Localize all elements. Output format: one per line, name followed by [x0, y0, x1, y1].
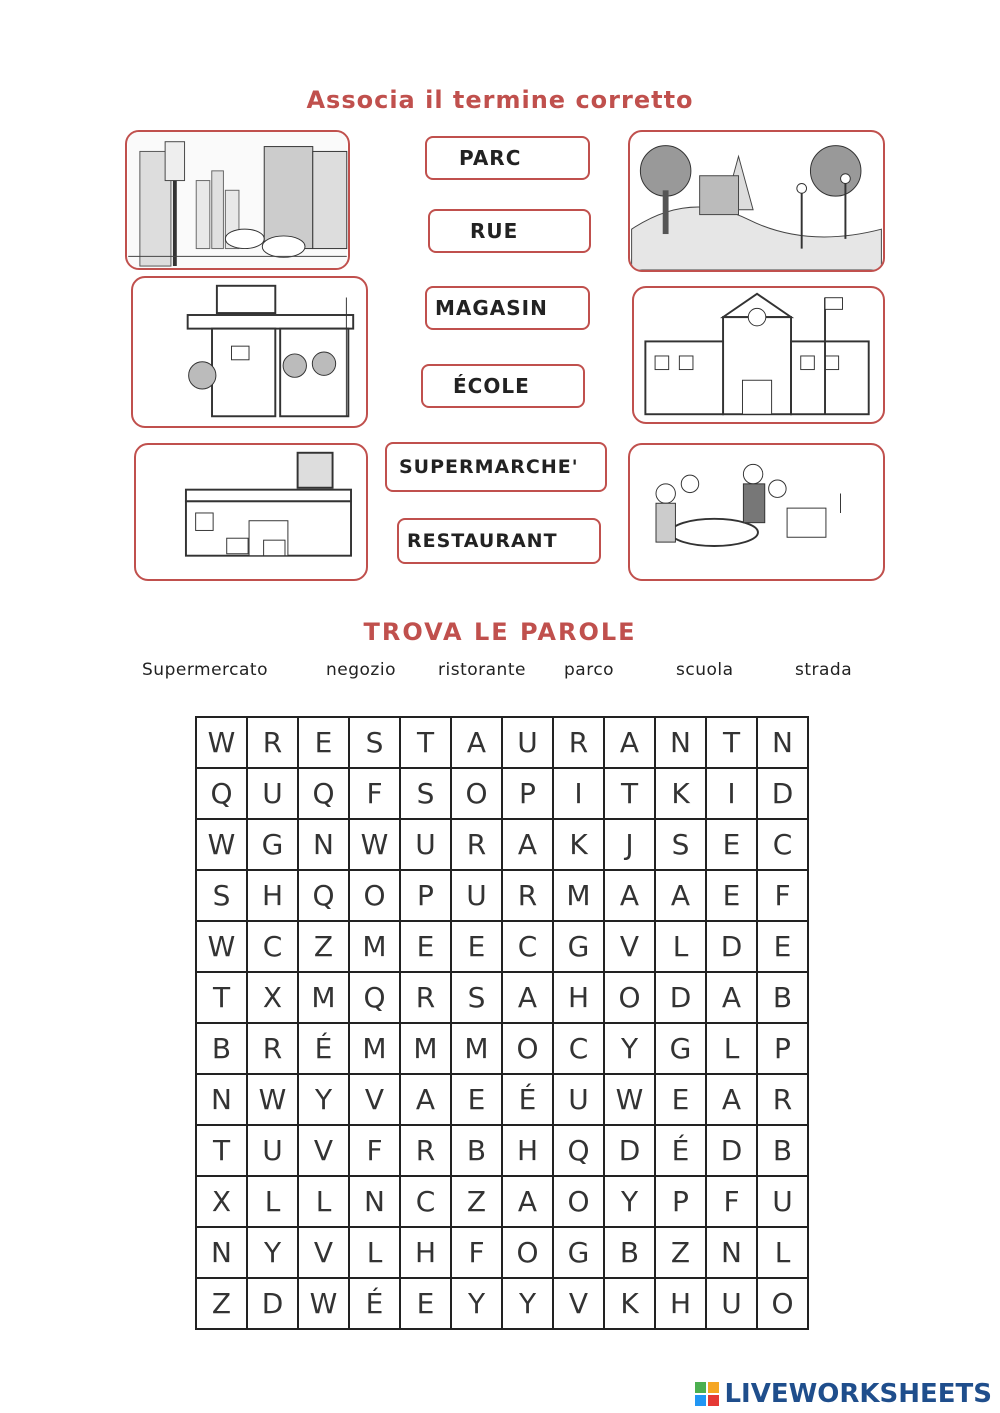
- grid-cell[interactable]: L: [247, 1176, 298, 1227]
- grid-cell[interactable]: Y: [604, 1023, 655, 1074]
- word-list: [0, 660, 1000, 686]
- grid-cell[interactable]: R: [400, 972, 451, 1023]
- grid-row: [196, 921, 808, 972]
- grid-cell[interactable]: L: [655, 921, 706, 972]
- grid-cell[interactable]: V: [553, 1278, 604, 1329]
- grid-cell[interactable]: L: [298, 1176, 349, 1227]
- grid-row: [196, 1023, 808, 1074]
- grid-row: [196, 819, 808, 870]
- grid-cell[interactable]: Y: [247, 1227, 298, 1278]
- grid-cell[interactable]: S: [451, 972, 502, 1023]
- grid-cell[interactable]: L: [757, 1227, 808, 1278]
- grid-cell[interactable]: W: [196, 921, 247, 972]
- grid-cell[interactable]: R: [247, 1023, 298, 1074]
- grid-cell[interactable]: G: [553, 1227, 604, 1278]
- grid-cell[interactable]: A: [706, 1074, 757, 1125]
- grid-cell[interactable]: Y: [451, 1278, 502, 1329]
- school-illustration: [634, 288, 883, 422]
- grid-cell[interactable]: M: [553, 870, 604, 921]
- grid-cell[interactable]: R: [451, 819, 502, 870]
- grid-cell[interactable]: Z: [298, 921, 349, 972]
- grid-cell[interactable]: D: [706, 1125, 757, 1176]
- grid-cell[interactable]: N: [298, 819, 349, 870]
- grid-cell[interactable]: B: [757, 1125, 808, 1176]
- grid-cell[interactable]: K: [655, 768, 706, 819]
- grid-cell[interactable]: T: [196, 972, 247, 1023]
- grid-cell[interactable]: X: [196, 1176, 247, 1227]
- grid-cell[interactable]: T: [604, 768, 655, 819]
- grid-cell[interactable]: Z: [451, 1176, 502, 1227]
- grid-cell[interactable]: T: [400, 717, 451, 768]
- grid-cell[interactable]: O: [502, 1023, 553, 1074]
- street-illustration: [127, 132, 348, 268]
- supermarket-picture: [134, 443, 368, 581]
- grid-cell[interactable]: D: [706, 921, 757, 972]
- grid-cell[interactable]: C: [502, 921, 553, 972]
- supermarket-illustration: [136, 445, 366, 579]
- grid-cell[interactable]: R: [502, 870, 553, 921]
- grid-cell[interactable]: É: [298, 1023, 349, 1074]
- grid-cell[interactable]: G: [655, 1023, 706, 1074]
- grid-cell[interactable]: D: [655, 972, 706, 1023]
- grid-cell[interactable]: X: [247, 972, 298, 1023]
- grid-cell[interactable]: K: [553, 819, 604, 870]
- grid-row: [196, 870, 808, 921]
- grid-cell[interactable]: P: [502, 768, 553, 819]
- grid-cell[interactable]: Q: [298, 768, 349, 819]
- grid-cell[interactable]: W: [604, 1074, 655, 1125]
- grid-cell[interactable]: S: [349, 717, 400, 768]
- grid-cell[interactable]: M: [400, 1023, 451, 1074]
- grid-cell[interactable]: F: [349, 768, 400, 819]
- grid-cell[interactable]: R: [553, 717, 604, 768]
- grid-cell[interactable]: R: [757, 1074, 808, 1125]
- grid-cell[interactable]: C: [400, 1176, 451, 1227]
- grid-cell[interactable]: B: [196, 1023, 247, 1074]
- grid-cell[interactable]: L: [349, 1227, 400, 1278]
- grid-cell[interactable]: Y: [502, 1278, 553, 1329]
- grid-cell[interactable]: F: [451, 1227, 502, 1278]
- grid-row: [196, 1125, 808, 1176]
- grid-cell[interactable]: T: [196, 1125, 247, 1176]
- grid-cell[interactable]: O: [349, 870, 400, 921]
- grid-cell[interactable]: O: [604, 972, 655, 1023]
- grid-row: [196, 1227, 808, 1278]
- grid-cell[interactable]: G: [247, 819, 298, 870]
- grid-cell[interactable]: E: [655, 1074, 706, 1125]
- grid-cell[interactable]: A: [451, 717, 502, 768]
- word-box-magasin[interactable]: MAGASIN: [425, 286, 590, 330]
- grid-cell[interactable]: N: [706, 1227, 757, 1278]
- grid-cell[interactable]: O: [757, 1278, 808, 1329]
- grid-cell[interactable]: H: [247, 870, 298, 921]
- grid-cell[interactable]: Q: [553, 1125, 604, 1176]
- grid-cell[interactable]: F: [706, 1176, 757, 1227]
- shop-illustration: [133, 278, 366, 426]
- street-picture: [125, 130, 350, 270]
- grid-cell[interactable]: M: [349, 1023, 400, 1074]
- grid-row: [196, 1176, 808, 1227]
- liveworksheets-logo: [694, 1379, 992, 1409]
- grid-cell[interactable]: A: [655, 870, 706, 921]
- word-box-rue[interactable]: RUE: [428, 209, 591, 253]
- shop-picture: [131, 276, 368, 428]
- word-list-item: scuola: [676, 660, 734, 680]
- grid-cell[interactable]: W: [196, 819, 247, 870]
- word-search-title: TROVA LE PAROLE: [363, 618, 637, 646]
- grid-cell[interactable]: W: [196, 717, 247, 768]
- grid-cell[interactable]: P: [400, 870, 451, 921]
- grid-cell[interactable]: Z: [655, 1227, 706, 1278]
- word-list-item: strada: [795, 660, 853, 680]
- grid-cell[interactable]: M: [451, 1023, 502, 1074]
- grid-cell[interactable]: M: [349, 921, 400, 972]
- grid-cell[interactable]: N: [655, 717, 706, 768]
- grid-cell[interactable]: B: [451, 1125, 502, 1176]
- grid-cell[interactable]: O: [451, 768, 502, 819]
- grid-cell[interactable]: E: [706, 819, 757, 870]
- grid-cell[interactable]: H: [502, 1125, 553, 1176]
- grid-cell[interactable]: Q: [196, 768, 247, 819]
- grid-cell[interactable]: T: [706, 717, 757, 768]
- grid-cell[interactable]: C: [757, 819, 808, 870]
- grid-cell[interactable]: O: [502, 1227, 553, 1278]
- grid-cell[interactable]: S: [400, 768, 451, 819]
- grid-cell[interactable]: É: [349, 1278, 400, 1329]
- grid-cell[interactable]: N: [196, 1074, 247, 1125]
- word-list-item: Supermercato: [142, 660, 268, 680]
- grid-cell[interactable]: F: [349, 1125, 400, 1176]
- grid-cell[interactable]: I: [553, 768, 604, 819]
- grid-cell[interactable]: A: [502, 972, 553, 1023]
- grid-cell[interactable]: U: [502, 717, 553, 768]
- word-search-grid: [195, 716, 809, 1330]
- grid-row: [196, 768, 808, 819]
- grid-cell[interactable]: W: [247, 1074, 298, 1125]
- grid-cell[interactable]: G: [553, 921, 604, 972]
- grid-cell[interactable]: A: [604, 717, 655, 768]
- grid-cell[interactable]: E: [451, 921, 502, 972]
- grid-cell[interactable]: S: [196, 870, 247, 921]
- match-section-title: Associa il termine corretto: [306, 86, 694, 114]
- liveworksheets-icon: [694, 1381, 720, 1407]
- grid-cell[interactable]: V: [604, 921, 655, 972]
- grid-cell[interactable]: H: [553, 972, 604, 1023]
- grid-cell[interactable]: V: [349, 1074, 400, 1125]
- school-picture: [632, 286, 885, 424]
- grid-cell[interactable]: A: [502, 819, 553, 870]
- word-list-item: ristorante: [438, 660, 526, 680]
- grid-cell[interactable]: W: [298, 1278, 349, 1329]
- grid-cell[interactable]: V: [298, 1227, 349, 1278]
- grid-cell[interactable]: U: [757, 1176, 808, 1227]
- grid-cell[interactable]: U: [247, 768, 298, 819]
- grid-cell[interactable]: A: [400, 1074, 451, 1125]
- grid-cell[interactable]: K: [604, 1278, 655, 1329]
- grid-cell[interactable]: E: [298, 717, 349, 768]
- grid-cell[interactable]: Z: [196, 1278, 247, 1329]
- park-illustration: [630, 132, 883, 270]
- grid-cell[interactable]: D: [247, 1278, 298, 1329]
- grid-cell[interactable]: N: [757, 717, 808, 768]
- grid-cell[interactable]: U: [451, 870, 502, 921]
- grid-cell[interactable]: A: [502, 1176, 553, 1227]
- restaurant-illustration: [630, 445, 883, 579]
- grid-cell[interactable]: É: [502, 1074, 553, 1125]
- grid-row: [196, 972, 808, 1023]
- grid-cell[interactable]: L: [706, 1023, 757, 1074]
- grid-cell[interactable]: A: [706, 972, 757, 1023]
- grid-row: [196, 717, 808, 768]
- grid-cell[interactable]: A: [604, 870, 655, 921]
- grid-cell[interactable]: U: [706, 1278, 757, 1329]
- grid-cell[interactable]: W: [349, 819, 400, 870]
- grid-cell[interactable]: E: [400, 1278, 451, 1329]
- grid-cell[interactable]: E: [400, 921, 451, 972]
- grid-cell[interactable]: J: [604, 819, 655, 870]
- grid-cell[interactable]: O: [553, 1176, 604, 1227]
- grid-cell[interactable]: V: [298, 1125, 349, 1176]
- grid-cell[interactable]: Y: [604, 1176, 655, 1227]
- grid-cell[interactable]: P: [655, 1176, 706, 1227]
- grid-cell[interactable]: P: [757, 1023, 808, 1074]
- restaurant-picture: [628, 443, 885, 581]
- grid-cell[interactable]: B: [757, 972, 808, 1023]
- grid-cell[interactable]: B: [604, 1227, 655, 1278]
- grid-cell[interactable]: U: [400, 819, 451, 870]
- word-box-parc[interactable]: PARC: [425, 136, 590, 180]
- grid-cell[interactable]: Q: [349, 972, 400, 1023]
- grid-cell[interactable]: Q: [298, 870, 349, 921]
- word-box-supermarche[interactable]: SUPERMARCHE': [385, 442, 607, 492]
- word-list-item: parco: [564, 660, 615, 680]
- grid-cell[interactable]: D: [757, 768, 808, 819]
- grid-cell[interactable]: R: [247, 717, 298, 768]
- grid-cell[interactable]: F: [757, 870, 808, 921]
- grid-cell[interactable]: I: [706, 768, 757, 819]
- grid-cell[interactable]: C: [247, 921, 298, 972]
- grid-row: [196, 1278, 808, 1329]
- grid-cell[interactable]: M: [298, 972, 349, 1023]
- grid-cell[interactable]: D: [604, 1125, 655, 1176]
- grid-cell[interactable]: N: [349, 1176, 400, 1227]
- grid-cell[interactable]: E: [451, 1074, 502, 1125]
- word-box-restaurant[interactable]: RESTAURANT: [397, 518, 601, 564]
- word-list-item: negozio: [326, 660, 396, 680]
- grid-cell[interactable]: U: [553, 1074, 604, 1125]
- grid-cell[interactable]: S: [655, 819, 706, 870]
- brand-name: LIVEWORKSHEETS: [724, 1379, 992, 1409]
- grid-cell[interactable]: H: [655, 1278, 706, 1329]
- grid-cell[interactable]: R: [400, 1125, 451, 1176]
- grid-cell[interactable]: U: [247, 1125, 298, 1176]
- grid-cell[interactable]: Y: [298, 1074, 349, 1125]
- word-box-ecole[interactable]: ÉCOLE: [421, 364, 585, 408]
- grid-cell[interactable]: E: [706, 870, 757, 921]
- grid-cell[interactable]: H: [400, 1227, 451, 1278]
- grid-row: [196, 1074, 808, 1125]
- grid-cell[interactable]: É: [655, 1125, 706, 1176]
- grid-cell[interactable]: E: [757, 921, 808, 972]
- grid-cell[interactable]: N: [196, 1227, 247, 1278]
- park-picture: [628, 130, 885, 272]
- grid-cell[interactable]: C: [553, 1023, 604, 1074]
